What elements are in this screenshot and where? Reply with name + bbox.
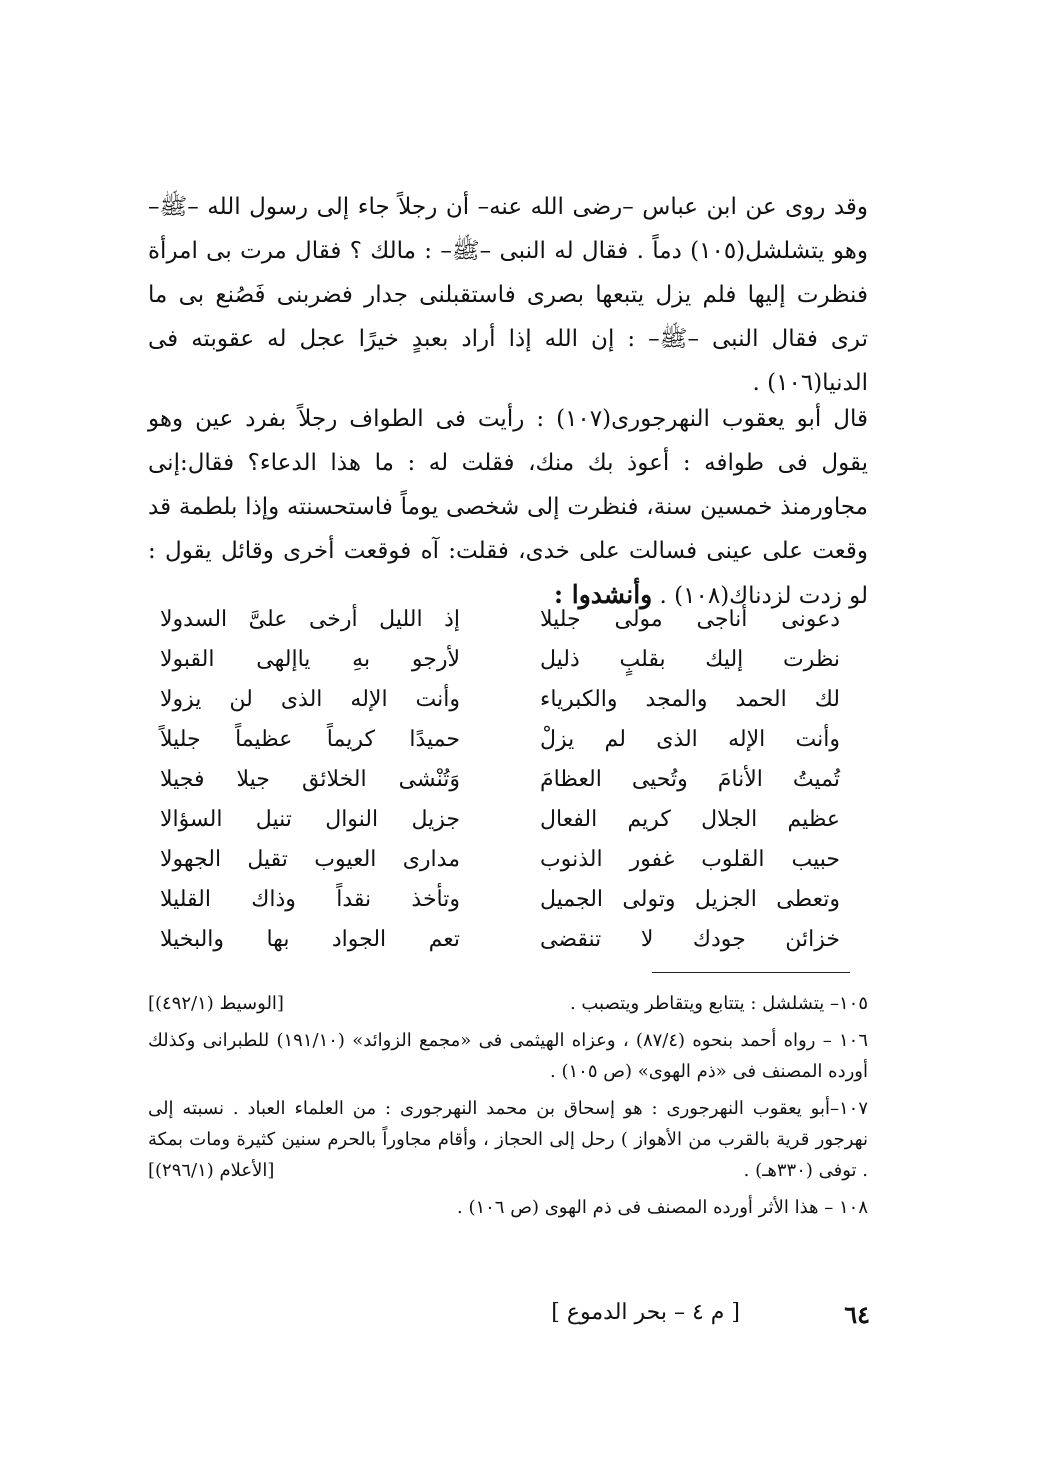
poem-verse [160,880,840,920]
verse-second-half: حميدًا كريماً عظيماً جليلاً [160,727,460,752]
verse-first-half: حبيب القلوب غفور الذنوب [540,847,840,872]
page-number: ٦٤ [844,1300,870,1329]
verse-second-half: جزيل النوال تنيل السؤالا [160,807,460,832]
verse-second-half: مدارى العيوب تقيل الجهولا [160,847,460,872]
poem-verse [160,720,840,760]
poem-verse [160,640,840,680]
footnote-105-text: ١٠٥– يتشلشل : يتتابع ويتقاطر ويتصبب . [569,993,868,1014]
signature-mark: [ م ٤ – بحر الدموع ] [551,1300,740,1325]
footnotes [148,988,868,1229]
verse-second-half: وَتُنْشى الخلائق جيلا فجيلا [160,767,460,792]
footnote-107-source: [الأعلام (٢٩٦/١)] [148,1160,275,1181]
verse-second-half: وتأخذ نقداً وذاك القليلا [160,887,460,912]
verse-first-half: دعونى أناجى مولى جليلا [540,607,840,632]
footnote-108: ١٠٨ – هذا الأثر أورده المصنف فى ذم الهوى (ص ١٠٦) . [457,1197,868,1218]
verse-first-half: تُميتُ الأنامَ وتُحيى العظامَ [540,767,840,792]
poem-verse [160,800,840,840]
paragraph-hadith: وقد روى عن ابن عباس –رضى الله عنه– أن رجلاً جاء إلى رسول الله –ﷺ– وهو يتشلشل(١٠٥) دماً . فقال له النبى –ﷺ– : مالك ؟ فقال مرت بى امرأة فنظرت إليها فلم يزل يتبعها بصرى فاستقبلنى جدار فضربنى فَصُنع بى ما ترى فقال النبى –ﷺ– : إن الله إذا أراد بعبدٍ خيرًا عجل له عقوبته فى الدنيا(١٠٦) . [148,194,868,396]
verse-first-half: لك الحمد والمجد والكبرياء [540,687,840,712]
footnote-105-source: [الوسيط (٤٩٢/١)] [148,993,284,1014]
poem [160,600,840,960]
verse-first-half: خزائن جودك لا تنقضى [540,927,840,952]
poem-verse [160,680,840,720]
paragraph-story-text: قال أبو يعقوب النهرجورى(١٠٧) : رأيت فى الطواف رجلاً بفرد عين وهو يقول فى طوافه : أعوذ بك منك، فقلت له : ما هذا الدعاء؟ فقال:إنى مجاورمنذ خمسين سنة، فنظرت إلى شخصى يوماً فاستحسنته وإذا بلطمة قد وقعت على عينى فسالت على خدى، فقلت: آه فوقعت أخرى وقائل يقول : لو زدت لزدناك(١٠٨) . [148,406,868,609]
poem-verse [160,760,840,800]
verse-second-half: لأرجو بهِ ياإلهى القبولا [160,647,460,672]
verse-second-half: وأنت الإله الذى لن يزولا [160,687,460,712]
verse-first-half: وأنت الإله الذى لم يزلْ [540,727,840,752]
paragraph-story-ending: وأنشدوا : [553,580,653,609]
footnote-107 [148,1093,868,1186]
poem-verse [160,920,840,960]
poem-verse [160,600,840,640]
footnote-separator [652,972,850,973]
poem-verse [160,840,840,880]
verse-first-half: وتعطى الجزيل وتولى الجميل [540,887,840,912]
verse-second-half: تعم الجواد بها والبخيلا [160,927,460,952]
verse-first-half: نظرت إليك بقلبٍ ذليل [540,647,840,672]
verse-second-half: إذ الليل أرخى علىَّ السدولا [160,607,460,632]
paragraph-story [148,397,868,618]
footnote-107-text: ١٠٧–أبو يعقوب النهرجورى : هو إسحاق بن محمد النهرجورى : من العلماء العباد . نسبته إلى نهرجور قرية بالقرب من الأهواز ) رحل إلى الحجاز ، وأقام مجاوراً بالحرم سنين كثيرة ومات بمكة . توفى (٣٣٠هـ) . [148,1098,869,1181]
verse-first-half: عظيم الجلال كريم الفعال [540,807,840,832]
footnote-105 [148,988,868,1019]
footnote-106: ١٠٦ – رواه أحمد بنحوه (٨٧/٤) ، وعزاه الهيثمى فى «مجمع الزوائد» (١٩١/١٠) للطبرانى وكذلك أورده المصنف فى «ذم الهوى» (ص ١٠٥) . [148,1030,868,1082]
